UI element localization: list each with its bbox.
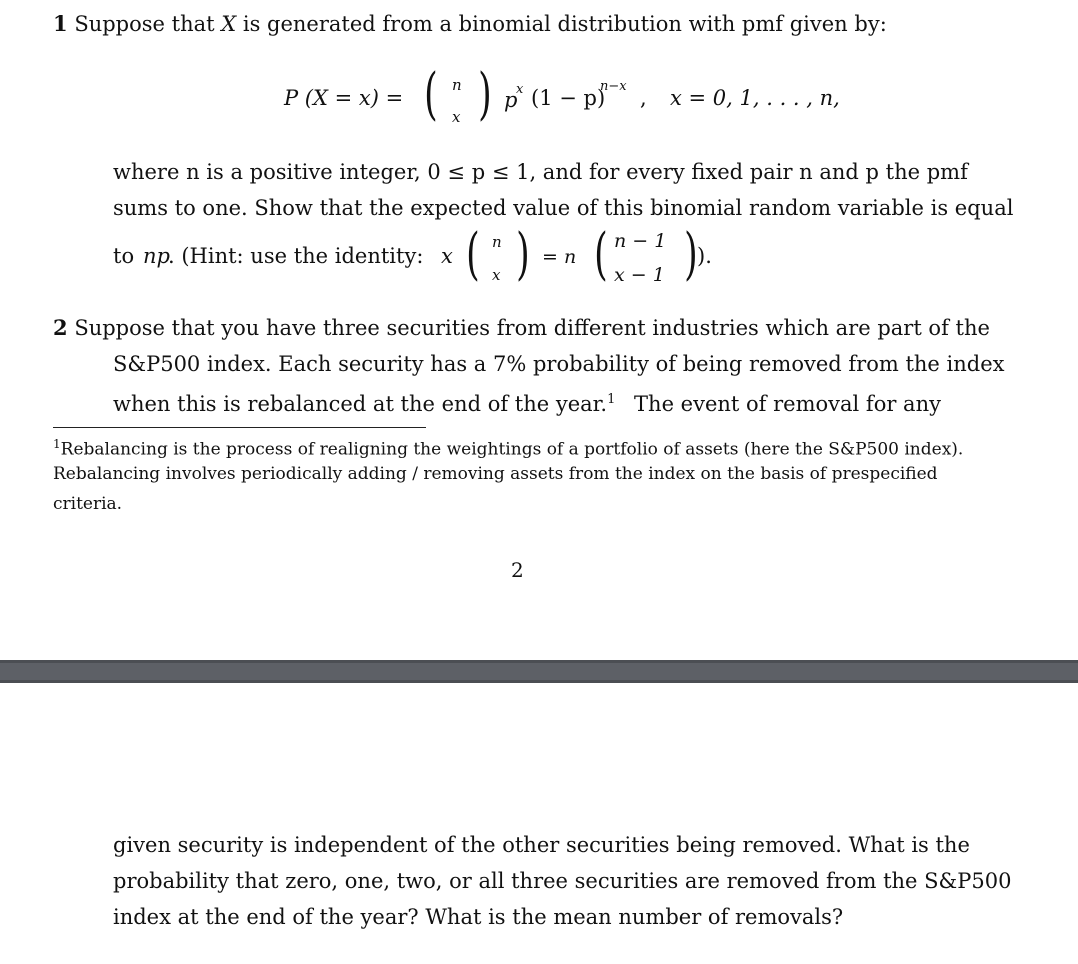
problem-2-line-4: given security is independent of the other securities being removed. What is the [113,833,970,857]
exponent-n-minus-x: n−x [600,79,627,94]
line-4-to: to [113,244,135,268]
footnote-mark: 1 [53,437,61,451]
problem-2-text-3a: when this is rebalanced at the end of the year. [113,392,608,416]
p-exponent: x [516,82,524,97]
hint-binom1-right-paren: ) [516,222,530,287]
problem-1-number: 1 [53,11,68,36]
hint-binom2-bottom: x − 1 [614,264,665,286]
line-4-np: np [143,244,170,268]
problem-1-text-a: Suppose that [74,12,222,36]
page-number: 2 [511,558,524,582]
one-minus-p: (1 − p) [531,86,606,110]
binom-top: n [452,76,462,94]
problem-1-line-1 [53,12,887,36]
binom-right-paren: ) [478,62,492,127]
problem-2-line-3 [113,388,941,416]
hint-close: ). [697,244,712,268]
problem-2-line-1 [53,316,990,340]
hint-binom1-bottom: x [492,266,501,284]
hint-binom2-left-paren: ( [594,222,608,287]
hint-binom1-top: n [492,233,502,251]
hint-equals-n: = n [542,246,577,268]
equation-comma: , [640,86,647,110]
problem-1-text-b: is generated from a binomial distribution with pmf given by: [236,12,887,36]
pmf-lhs: P (X = x) = [284,86,404,110]
problem-2-text-3b: The event of removal for any [634,392,941,416]
page-bottom [0,683,1078,964]
binom-left-paren: ( [424,62,438,127]
hint-x: x [441,244,453,268]
footnote-line-1 [53,433,963,461]
hint-binom2-right-paren: ) [684,222,698,287]
problem-2-number: 2 [53,315,68,340]
binom-bottom: x [452,108,461,126]
footnote-line-2: Rebalancing involves periodically adding / removing assets from the index on the basis of prespecified [53,464,938,484]
hint-binom1-left-paren: ( [466,222,480,287]
line-4-hint: . (Hint: use the identity: [168,244,424,268]
problem-2-line-6: index at the end of the year? What is the mean number of removals? [113,905,844,929]
hint-binom2-top: n − 1 [614,230,667,252]
problem-2-line-2: S&P500 index. Each security has a 7% probability of being removed from the index [113,352,1005,376]
footnote-ref[interactable]: 1 [607,392,616,407]
problem-2-text-1: Suppose that you have three securities from different industries which are part of the [74,316,990,340]
page-separator [0,660,1078,683]
p-base: p [504,88,518,112]
footnote-line-3: criteria. [53,494,123,514]
problem-1-line-3: sums to one. Show that the expected value of this binomial random variable is equal [113,196,1014,220]
problem-1-line-2: where n is a positive integer, 0 ≤ p ≤ 1, and for every fixed pair n and p the pmf [113,160,968,184]
problem-2-line-5: probability that zero, one, two, or all three securities are removed from the S&P500 [113,869,1012,893]
footnote-text-1: Rebalancing is the process of realigning the weightings of a portfolio of assets (here the S&P500 index). [60,439,964,460]
footnote-rule [53,427,426,428]
equation-range: x = 0, 1, . . . , n, [670,86,840,110]
problem-1-var-x: X [221,12,237,36]
